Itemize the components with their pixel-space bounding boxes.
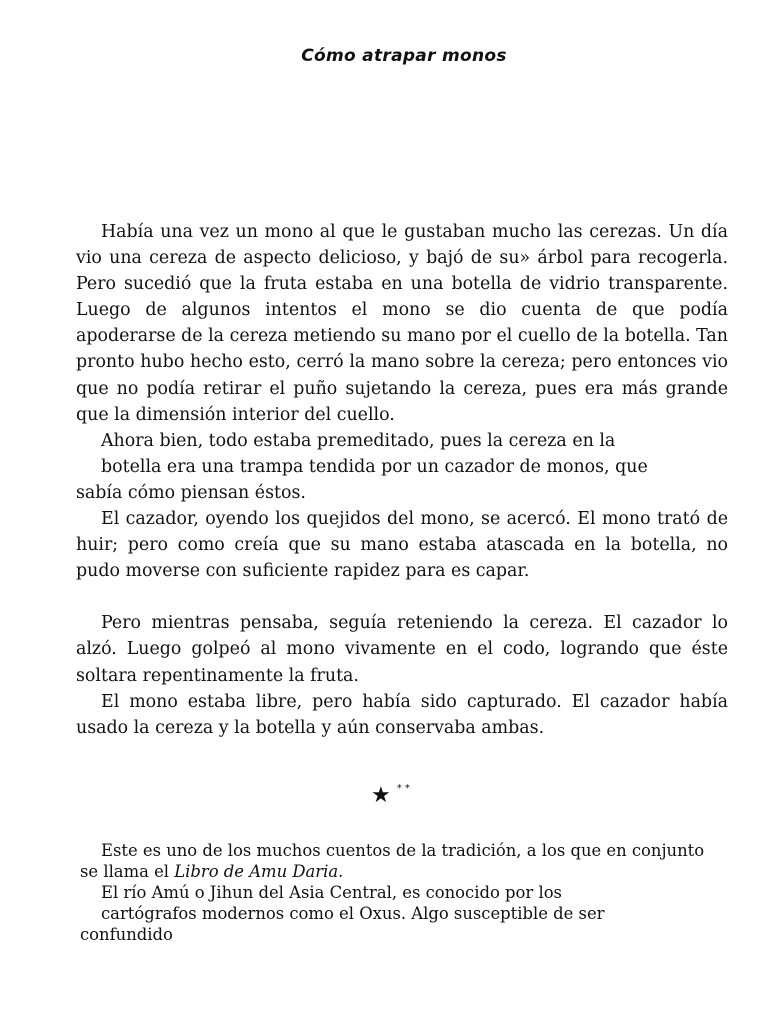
note-paragraph-1: [80, 840, 720, 882]
note-paragraph-2-line-1: El río Amú o Jihun del Asia Central, es conocido por los: [101, 883, 562, 902]
note-paragraph-2-line-3: confundido: [80, 925, 173, 944]
paragraph-2-line-2: botella era una trampa tendida por un cazador de monos, que: [101, 456, 648, 477]
section-separator: [371, 783, 410, 808]
paragraph-4: Pero mientras pensaba, seguía reteniendo la cereza. El cazador lo alzó. Luego golpeó al mono vivamente en el codo, logrando que éste soltara repentinamente la fruta.: [76, 613, 728, 686]
paragraph-2-end: [76, 480, 728, 506]
paragraph-2-line-1: Ahora bien, todo estaba premeditado, pues la cereza en la: [101, 430, 616, 451]
asterisks: * *: [396, 783, 410, 794]
story-body: [76, 219, 728, 741]
paragraph-2: [76, 428, 728, 454]
note-paragraph-1-text: Este es uno de los muchos cuentos de la tradición, a los que en conjunto se llama el: [80, 841, 705, 881]
paragraph-2-rest: sabía cómo piensan éstos.: [76, 482, 306, 503]
star-icon: ★: [371, 783, 391, 808]
closing-note: [80, 840, 720, 945]
note-paragraph-2-line-2: cartógrafos modernos como el Oxus. Algo susceptible de ser: [101, 904, 605, 923]
book-title: Libro de Amu Daria.: [174, 862, 344, 881]
page-title: Cómo atrapar monos: [301, 46, 507, 66]
paragraph-1: Había una vez un mono al que le gustaban mucho las cerezas. Un día vio una cereza de aspecto delicioso, y bajó de su» árbol para recogerla. Pero sucedió que la fruta estaba en una botella de vidrio transparente. Luego de algunos intentos el mono se dio cuenta de que podía apoderarse de la cereza metiendo su mano por el cuello de la botella. Tan pronto hubo hecho esto, cerró la mano sobre la cereza; pero entonces vio que no podía retirar el puño sujetando la cereza, pues era más grande que la dimensión interior del cuello.: [76, 222, 728, 425]
paragraph-3: El cazador, oyendo los quejidos del mono, se acercó. El mono trató de huir; pero como creía que su mano estaba atascada en la botella, no pudo moverse con suficiente rapidez para es capar.: [76, 509, 728, 582]
paragraph-5: El mono estaba libre, pero había sido capturado. El cazador había usado la cereza y la botella y aún conservaba ambas.: [76, 691, 728, 738]
paragraph-2-continued: [76, 454, 728, 480]
